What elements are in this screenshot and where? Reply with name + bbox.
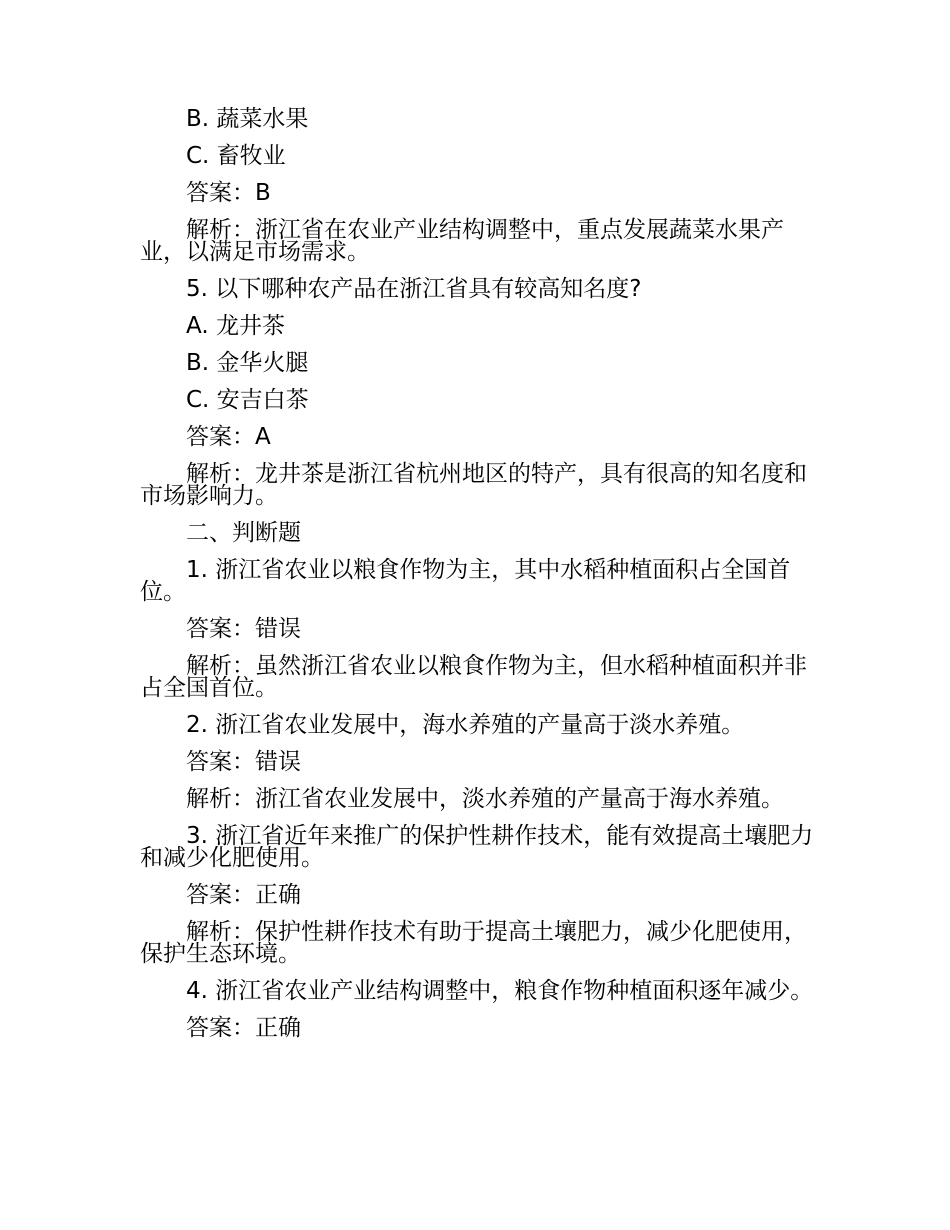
question-5: 5. 以下哪种农产品在浙江省具有较高知名度?: [186, 276, 642, 302]
option-b-jinhua-ham: B. 金华火腿: [186, 350, 309, 376]
tf-explanation-2: 解析：浙江省农业发展中，淡水养殖的产量高于海水养殖。: [186, 786, 784, 812]
explanation-q4: 解析：浙江省在农业产业结构调整中，重点发展蔬菜水果产业，以满足市场需求。: [140, 217, 784, 265]
tf-explanation-1: 解析：虽然浙江省农业以粮食作物为主，但水稻种植面积并非占全国首位。: [140, 653, 807, 701]
tf-answer-1: 答案：错误: [186, 616, 301, 642]
tf-question-4: 4. 浙江省农业产业结构调整中，粮食作物种植面积逐年减少。: [186, 978, 814, 1004]
option-b-vegetables-fruits: B. 蔬菜水果: [186, 106, 309, 132]
answer-q5: 答案：A: [186, 424, 271, 450]
explanation-q5: 解析：龙井茶是浙江省杭州地区的特产，具有很高的知名度和市场影响力。: [140, 461, 807, 509]
tf-question-1: 1. 浙江省农业以粮食作物为主，其中水稻种植面积占全国首位。: [140, 557, 791, 605]
tf-answer-2: 答案：错误: [186, 749, 301, 775]
option-c-livestock: C. 畜牧业: [186, 143, 286, 169]
section-heading-true-false: 二、判断题: [186, 520, 301, 546]
tf-question-2: 2. 浙江省农业发展中，海水养殖的产量高于淡水养殖。: [186, 712, 745, 738]
tf-answer-4: 答案：正确: [186, 1015, 301, 1041]
tf-question-3: 3. 浙江省近年来推广的保护性耕作技术，能有效提高土壤肥力和减少化肥使用。: [140, 823, 814, 871]
document-body: [140, 103, 815, 1039]
option-c-anji-white-tea: C. 安吉白茶: [186, 387, 309, 413]
answer-q4: 答案：B: [186, 180, 271, 206]
tf-explanation-3: 解析：保护性耕作技术有助于提高土壤肥力，减少化肥使用，保护生态环境。: [140, 919, 807, 967]
tf-answer-3: 答案：正确: [186, 882, 301, 908]
option-a-longjing-tea: A. 龙井茶: [186, 313, 285, 339]
